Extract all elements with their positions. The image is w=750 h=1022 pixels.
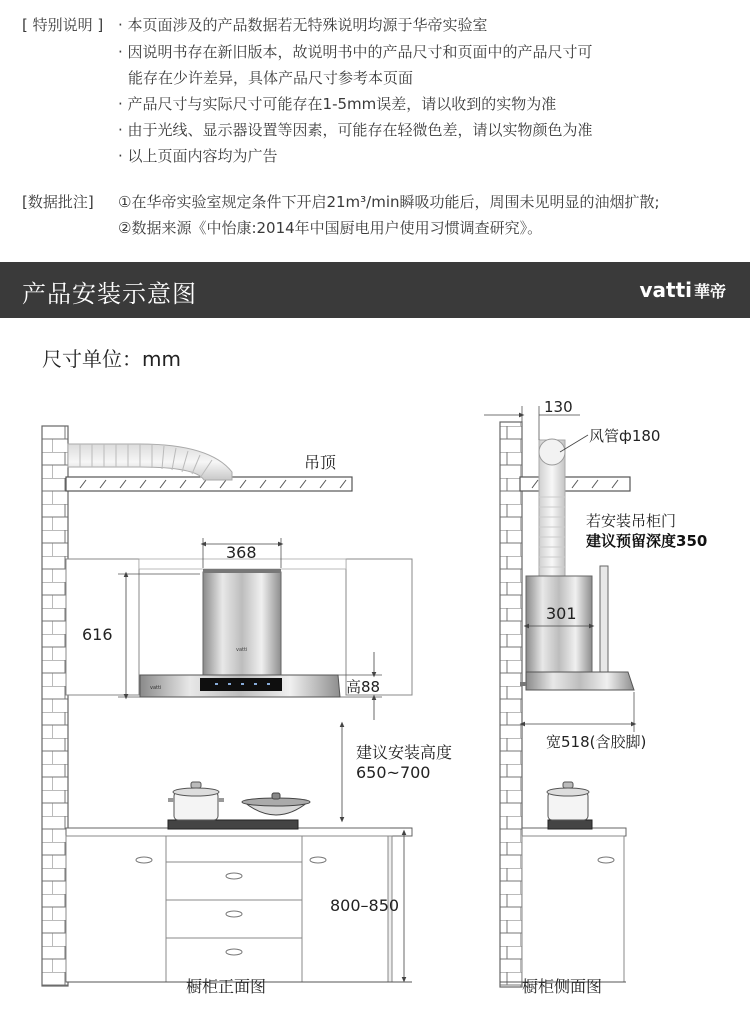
front-hood-brand: vatti: [236, 647, 248, 653]
side-width-dim: 宽518(含胶脚): [546, 733, 647, 751]
side-caption: 橱柜侧面图: [522, 977, 603, 996]
front-height-dim: 616: [82, 625, 113, 644]
installation-diagram: [0, 322, 750, 1022]
special-note-6: · 以上页面内容均为广告: [118, 147, 278, 165]
svg-text:vatti: vatti: [150, 685, 162, 691]
special-note-3: 能存在少许差异，具体产品尺寸参考本页面: [128, 69, 414, 87]
special-note-4: · 产品尺寸与实际尺寸可能存在1-5mm误差，请以收到的实物为准: [118, 95, 557, 113]
front-drawers: [166, 836, 302, 982]
front-caption: 橱柜正面图: [186, 977, 267, 996]
side-cabinet-note-2: 建议预留深度350: [586, 532, 708, 550]
data-note-2: ②数据来源《中怡康:2014年中国厨电用户使用习惯调查研究》。: [118, 219, 543, 237]
install-height-value: 650~700: [356, 763, 431, 782]
side-cabinet-door: [600, 566, 608, 680]
vatti-logo: vatti 華帝: [639, 278, 726, 302]
data-notes-tag: [数据批注]: [22, 193, 94, 211]
wok-icon: [242, 793, 310, 815]
install-height-label: 建议安装高度: [356, 743, 453, 762]
side-view: [484, 398, 707, 996]
side-hood-base: [526, 672, 634, 690]
front-stove: [168, 820, 298, 829]
side-pot-icon: [547, 782, 589, 820]
data-note-1: ①在华帝实验室规定条件下开启21m³/min瞬吸功能后，周围未见明显的油烟扩散;: [118, 193, 660, 211]
special-note-2: · 因说明书存在新旧版本，故说明书中的产品尺寸和页面中的产品尺寸可: [118, 43, 593, 61]
special-notes-tag: [ 特别说明 ]: [22, 16, 104, 34]
front-duct: [68, 444, 232, 480]
banner-title: 产品安装示意图: [22, 280, 197, 308]
notes-section: [0, 0, 750, 260]
side-cabinet-note-1: 若安装吊柜门: [586, 512, 677, 530]
counter-height-dim: 800–850: [330, 896, 400, 915]
front-hood-body: [203, 572, 281, 680]
front-ceiling-label: 吊顶: [304, 453, 337, 472]
side-offset-dim: 130: [544, 398, 573, 416]
side-duct-label: 风管ф180: [589, 427, 661, 445]
side-depth-dim: 301: [546, 604, 577, 623]
unit-label: 尺寸单位：mm: [42, 347, 181, 371]
special-note-5: · 由于光线、显示器设置等因素，可能存在轻微色差，请以实物颜色为准: [118, 121, 593, 139]
front-view: [42, 426, 452, 996]
front-bottom-dim: 高88: [346, 678, 381, 696]
section-banner: [0, 262, 750, 318]
right-upper-cabinet: [346, 559, 412, 695]
pot-icon: [168, 782, 224, 820]
side-hood-body: [526, 576, 592, 680]
special-note-1: · 本页面涉及的产品数据若无特殊说明均源于华帝实验室: [118, 16, 488, 34]
front-wall: [42, 426, 68, 986]
front-width-dim: 368: [226, 543, 257, 562]
side-wall: [500, 422, 522, 987]
